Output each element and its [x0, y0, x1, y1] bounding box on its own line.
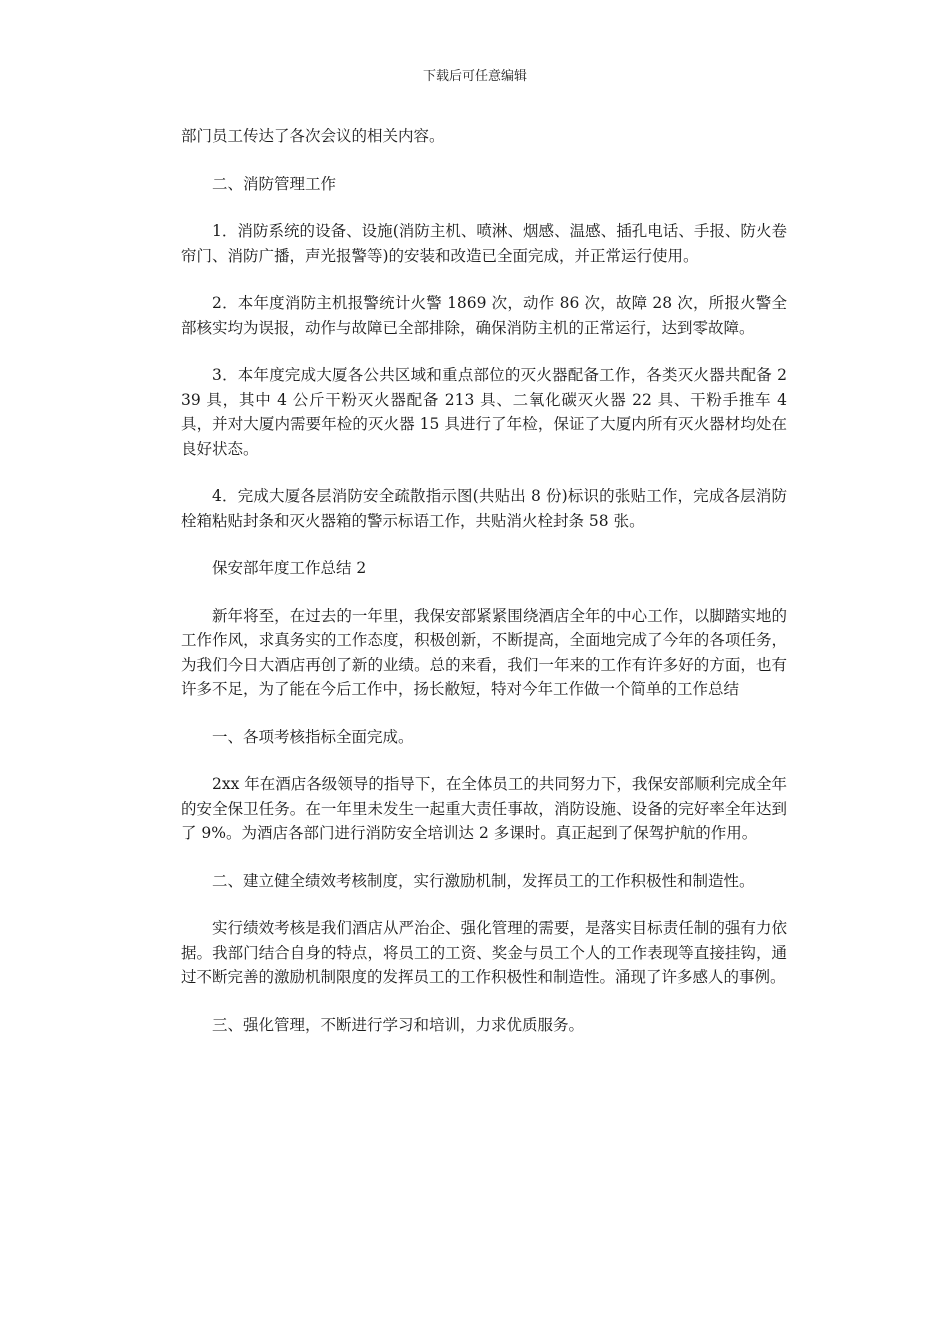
paragraph: 1．消防系统的设备、设施(消防主机、喷淋、烟感、温感、插孔电话、手报、防火卷帘门、消防广播，声光报警等)的安装和改造已全面完成，并正常运行使用。 [181, 222, 787, 265]
paragraph: 部门员工传达了各次会议的相关内容。 [181, 127, 445, 145]
page-header: 下载后可任意编辑 [422, 69, 527, 84]
section-heading: 保安部年度工作总结 2 [212, 559, 367, 577]
section-heading: 二、建立健全绩效考核制度，实行激励机制，发挥员工的工作积极性和制造性。 [212, 871, 755, 890]
section-heading: 一、各项考核指标全面完成。 [212, 727, 414, 746]
section-heading: 三、强化管理，不断进行学习和培训，力求优质服务。 [212, 1015, 585, 1034]
paragraph: 2．本年度消防主机报警统计火警 1869 次，动作 86 次，故障 28 次，所报火警全部核实均为误报，动作与故障已全部排除，确保消防主机的正常运行，达到零故障。 [181, 294, 787, 337]
section-heading: 二、消防管理工作 [212, 174, 337, 193]
paragraph: 4．完成大厦各层消防安全疏散指示图(共贴出 8 份)标识的张贴工作，完成各层消防栓箱粘贴封条和灭火器箱的警示标语工作，共贴消火栓封条 58 张。 [181, 487, 787, 530]
paragraph: 新年将至，在过去的一年里，我保安部紧紧围绕酒店全年的中心工作，以脚踏实地的工作作风，求真务实的工作态度，积极创新，不断提高，全面地完成了今年的各项任务，为我们今日大酒店再创了新的业绩。总的来看，我们一年来的工作有许多好的方面，也有许多不足，为了能在今后工作中，扬长敝短，特对今年工作做一个简单的工作总结 [181, 606, 787, 698]
paragraph: 2xx 年在酒店各级领导的指导下，在全体员工的共同努力下，我保安部顺利完成全年的安全保卫任务。在一年里未发生一起重大责任事故，消防设施、设备的完好率全年达到了 9%。为酒店各部门进行消防安全培训达 2 多课时。真正起到了保驾护航的作用。 [181, 775, 787, 842]
paragraph: 3．本年度完成大厦各公共区域和重点部位的灭火器配备工作，各类灭火器共配备 239 具，其中 4 公斤干粉灭火器配备 213 具、二氧化碳灭火器 22 具、干粉手推车 4 具，并对大厦内需要年检的灭火器 15 具进行了年检，保证了大厦内所有灭火器材均处在良好状态。 [181, 366, 787, 458]
paragraph: 实行绩效考核是我们酒店从严治企、强化管理的需要，是落实目标责任制的强有力依据。我部门结合自身的特点，将员工的工资、奖金与员工个人的工作表现等直接挂钩，通过不断完善的激励机制限度的发挥员工的工作积极性和制造性。涌现了许多感人的事例。 [181, 919, 787, 986]
document-body [181, 124, 787, 1060]
